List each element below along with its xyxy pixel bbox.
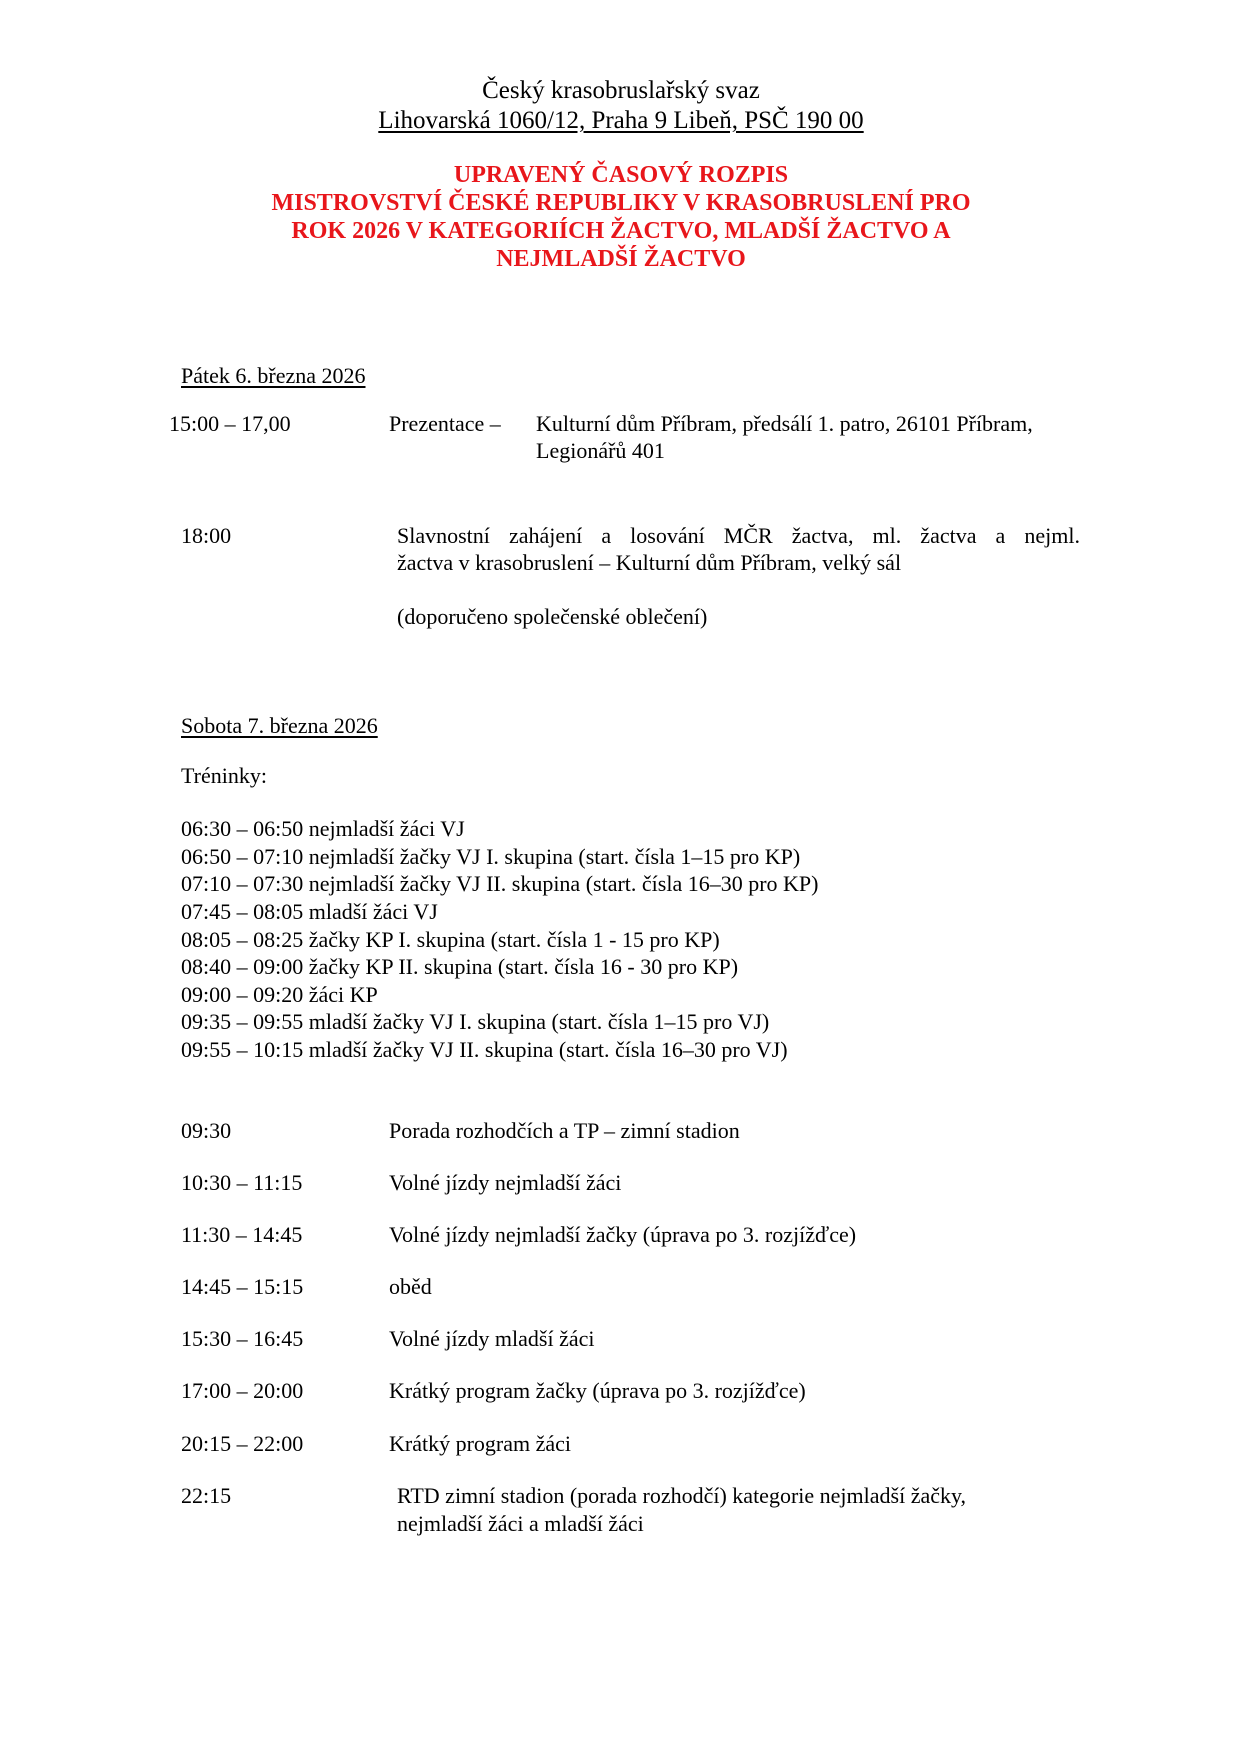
registration-place-line-2: Legionářů 401 [536, 438, 665, 463]
training-item: 07:10 – 07:30 nejmladší žačky VJ II. skupina (start. čísla 16–30 pro KP) [181, 871, 819, 896]
organization-address: Lihovarská 1060/12, Praha 9 Libeň, PSČ 190 00 [378, 107, 864, 134]
rtd-line-1: RTD zimní stadion (porada rozhodčí) kategorie nejmladší žačky, [397, 1483, 967, 1508]
schedule-event: oběd [389, 1274, 432, 1299]
schedule-event: Porada rozhodčích a TP – zimní stadion [389, 1118, 740, 1143]
schedule-event: Krátký program žáci [389, 1431, 572, 1456]
training-item: 07:45 – 08:05 mladší žáci VJ [181, 899, 438, 924]
title-line-4: NEJMLADŠÍ ŽACTVO [496, 246, 746, 272]
schedule-time: 15:30 – 16:45 [181, 1326, 304, 1351]
organization-name: Český krasobruslařský svaz [482, 77, 760, 104]
opening-note: (doporučeno společenské oblečení) [397, 604, 708, 629]
title-line-1: UPRAVENÝ ČASOVÝ ROZPIS [453, 162, 789, 188]
opening-line-2: žactva v krasobruslení – Kulturní dům Příbram, velký sál [397, 550, 902, 575]
training-item: 06:30 – 06:50 nejmladší žáci VJ [181, 816, 465, 841]
schedule-event: Volné jízdy mladší žáci [389, 1326, 595, 1351]
schedule-event: Krátký program žačky (úprava po 3. rozjížďce) [389, 1378, 806, 1403]
rtd-time: 22:15 [181, 1483, 232, 1508]
opening-time: 18:00 [181, 523, 232, 548]
registration-time: 15:00 – 17,00 [169, 411, 291, 436]
training-item: 09:35 – 09:55 mladší žačky VJ I. skupina (start. čísla 1–15 pro VJ) [181, 1009, 770, 1034]
friday-date-heading: Pátek 6. března 2026 [181, 363, 366, 388]
rtd-line-2: nejmladší žáci a mladší žáci [397, 1511, 644, 1536]
title-line-3: ROK 2026 V KATEGORIÍCH ŽACTVO, MLADŠÍ ŽACTVO A [291, 218, 951, 244]
training-item: 09:00 – 09:20 žáci KP [181, 982, 378, 1007]
schedule-time: 14:45 – 15:15 [181, 1274, 304, 1299]
schedule-time: 11:30 – 14:45 [181, 1222, 303, 1247]
trainings-label: Tréninky: [181, 763, 267, 788]
schedule-event: Volné jízdy nejmladší žačky (úprava po 3. rozjížďce) [389, 1222, 857, 1247]
training-item: 08:40 – 09:00 žačky KP II. skupina (start. čísla 16 - 30 pro KP) [181, 954, 739, 979]
opening-line-1: Slavnostní zahájení a losování MČR žactva, ml. žactva a nejml. [397, 523, 1080, 548]
schedule-time: 17:00 – 20:00 [181, 1378, 304, 1403]
schedule-time: 20:15 – 22:00 [181, 1431, 304, 1456]
registration-label: Prezentace – [389, 411, 501, 436]
training-item: 08:05 – 08:25 žačky KP I. skupina (start. čísla 1 - 15 pro KP) [181, 927, 720, 952]
training-item: 06:50 – 07:10 nejmladší žačky VJ I. skupina (start. čísla 1–15 pro KP) [181, 844, 801, 869]
schedule-time: 09:30 [181, 1118, 232, 1143]
title-line-2: MISTROVSTVÍ ČESKÉ REPUBLIKY V KRASOBRUSLENÍ PRO [271, 190, 971, 216]
registration-place-line-1: Kulturní dům Příbram, předsálí 1. patro, 26101 Příbram, [536, 411, 1033, 436]
training-item: 09:55 – 10:15 mladší žačky VJ II. skupina (start. čísla 16–30 pro VJ) [181, 1037, 788, 1062]
schedule-time: 10:30 – 11:15 [181, 1170, 303, 1195]
schedule-event: Volné jízdy nejmladší žáci [389, 1170, 622, 1195]
saturday-date-heading: Sobota 7. března 2026 [181, 713, 378, 738]
